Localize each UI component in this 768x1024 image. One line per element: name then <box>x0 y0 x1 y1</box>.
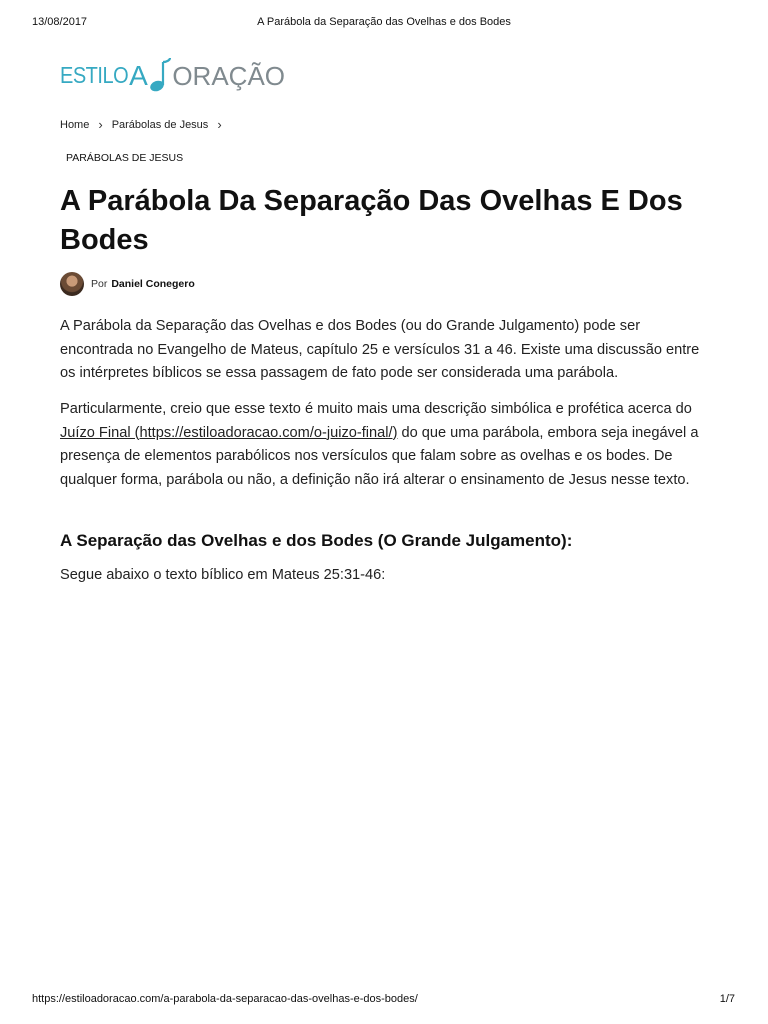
logo-text-estilo: ESTILO <box>60 62 129 89</box>
logo-text-oracao: ORAÇÃO <box>172 60 286 91</box>
site-logo[interactable] <box>60 56 285 96</box>
juizo-final-link[interactable]: Juízo Final (https://estiloadoracao.com/o-juizo-final/) <box>60 424 398 441</box>
category-label[interactable]: PARÁBOLAS DE JESUS <box>66 152 184 164</box>
breadcrumb-parabolas[interactable]: Parábolas de Jesus <box>111 118 209 131</box>
avatar[interactable] <box>60 272 84 296</box>
print-title: A Parábola da Separação das Ovelhas e dos Bodes <box>257 16 511 28</box>
print-header <box>0 16 768 30</box>
music-note-icon <box>149 58 171 94</box>
print-footer <box>0 993 768 1007</box>
author-prefix: Por <box>91 278 108 290</box>
paragraph-2-text-after: do que uma parábola, embora seja inegável a presença de elementos parabólicos nos versículos que falam sobre as ovelhas e os bodes. De qualquer forma, parábola ou não, a definição não irá alterar o ensinamento de Jesus nesse texto. <box>60 424 699 488</box>
page-number: 1/7 <box>719 993 735 1005</box>
paragraph-2 <box>60 398 710 492</box>
breadcrumb-home[interactable]: Home <box>60 118 90 131</box>
author-name[interactable]: Daniel Conegero <box>111 278 195 290</box>
print-url: https://estiloadoracao.com/a-parabola-da-separacao-das-ovelhas-e-dos-bodes/ <box>32 993 418 1005</box>
author-byline <box>60 272 195 296</box>
paragraph-2-text-before: Particularmente, creio que esse texto é muito mais uma descrição simbólica e profética acerca do <box>60 401 692 417</box>
paragraph-1: A Parábola da Separação das Ovelhas e dos Bodes (ou do Grande Julgamento) pode ser encontrada no Evangelho de Mateus, capítulo 25 e versículos 31 a 46. Existe uma discussão entre os intérpretes bíblicos se essa passagem de fato pode ser considerada uma parábola. <box>60 318 700 381</box>
logo-text-a: A <box>129 60 149 91</box>
chevron-right-icon: › <box>217 117 222 132</box>
paragraph-3: Segue abaixo o texto bíblico em Mateus 25:31-46: <box>60 567 386 583</box>
article-title: A Parábola Da Separação Das Ovelhas E Dos Bodes <box>60 185 683 256</box>
breadcrumb <box>60 117 231 132</box>
section-heading: A Separação das Ovelhas e dos Bodes (O Grande Julgamento): <box>60 531 573 550</box>
print-date: 13/08/2017 <box>32 16 88 28</box>
chevron-right-icon: › <box>98 117 103 132</box>
